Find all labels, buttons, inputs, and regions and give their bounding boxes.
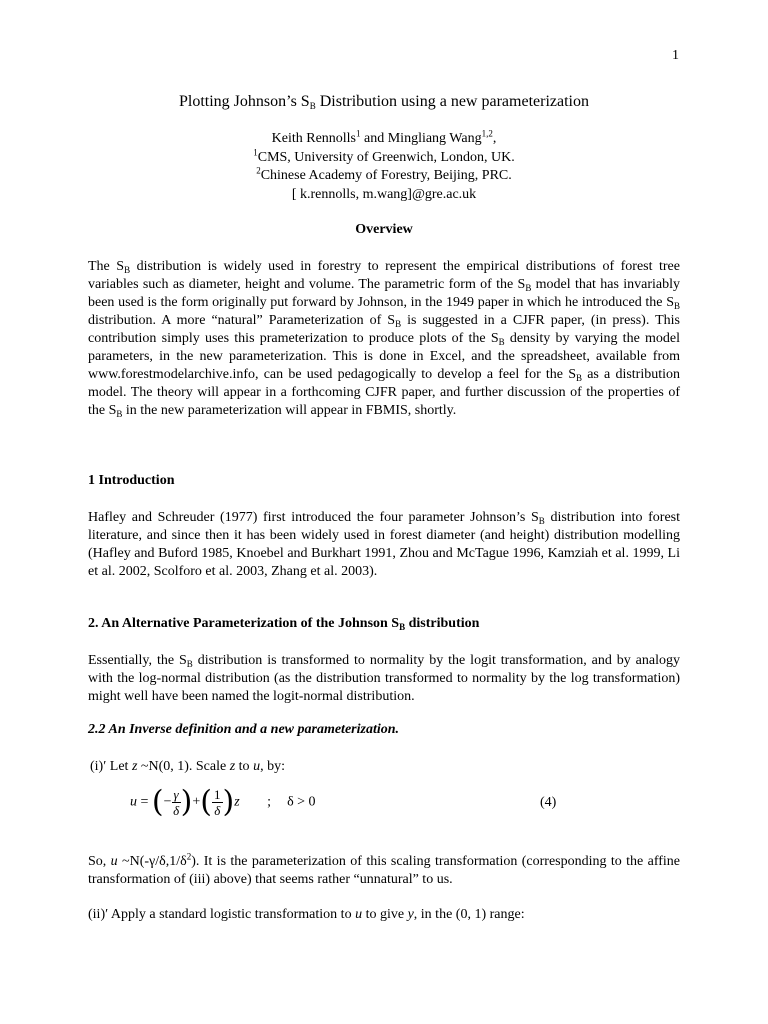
equation-number: (4)	[540, 795, 557, 810]
so-paragraph: So, u $\sim N(-\gamma/\delta,1/\delta^2)$. It is the parameterization of this scaling transformation (corresponding to the affine transformation of (iii) above) that seems rather “unnatural” to us.	[88, 851, 681, 887]
affiliation-1: $^1$CMS, University of Greenwich, London, UK.	[253, 146, 515, 165]
paper-title: Plotting Johnson’s SB Distribution using a new parameterization	[179, 93, 589, 111]
overview-paragraph: The $S_B$ distribution is widely used in forestry to represent the empirical distributions of forest tree variables such as diameter, height and volume. The parametric form of the $S_B$ model that has invariably been used is the form originally put forward by Johnson, in the 1949 paper in which he introduced the $S_B$ distribution. A more “natural” Parameterization of $S_B$ is suggested in a CJFR paper, (in press). This contribution simply uses this prameterization to produce plots of the $S_B$ density by varying the model parameters, in the new parameterization. This is done in Excel, and the spreadsheet, available from www.forestmodelarchive.info, can be used pedagogically to develop a feel for the $S_B$ as a distribution model. The theory will appear in a forthcoming CJFR paper, and further discussion of the properties of the $S_B$ in the new parameterization will appear in FBMIS, shortly.	[88, 259, 680, 419]
author-emails: [ k.rennolls, m.wang]@gre.ac.uk	[291, 186, 477, 202]
page-number: 1	[672, 48, 679, 63]
section-1-heading: 1 Introduction	[88, 473, 175, 488]
step-2-text: (ii)′ Apply a standard logistic transformation to u to give y, in the (0, 1) range:	[88, 907, 525, 922]
author-names: Keith Rennolls$^1$ and Mingliang Wang$^{1,2}$,	[271, 128, 497, 146]
introduction-paragraph: Hafley and Schreuder (1977) first introduced the four parameter Johnson’s $S_B$ distribution into forest literature, and since then it has been widely used in forest diameter (and height) distribution modelling (Hafley and Buford 1985, Knoebel and Burkhart 1991, Zhou and McTague 1996, Kamziah et al. 1999, Li et al. 2002, Scolforo et al. 2003, Zhang et al. 2003).	[88, 510, 680, 579]
affiliation-2: $^2$Chinese Academy of Forestry, Beijing, PRC.	[256, 165, 512, 183]
section-2-heading: 2. An Alternative Parameterization of the Johnson $S_B$ distribution	[88, 616, 480, 632]
overview-heading: Overview	[355, 222, 413, 237]
step-1-text: (i)′ Let z ~N(0, 1). Scale z to u, by:	[90, 759, 285, 774]
author-block	[0, 130, 768, 204]
section-2-paragraph: Essentially, the $S_B$ distribution is transformed to normality by the logit transformation, and by analogy with the log-normal distribution (as the distribution transformed to normality by the log transformation) might well have been named the logit-normal distribution.	[88, 653, 680, 704]
equation-4: u = (− $\frac{\gamma}{\delta}$ )+( $\frac{1}{\delta}$ )z ; δ > 0	[130, 784, 316, 820]
section-2-2-heading: 2.2 An Inverse definition and a new parameterization.	[88, 722, 400, 737]
